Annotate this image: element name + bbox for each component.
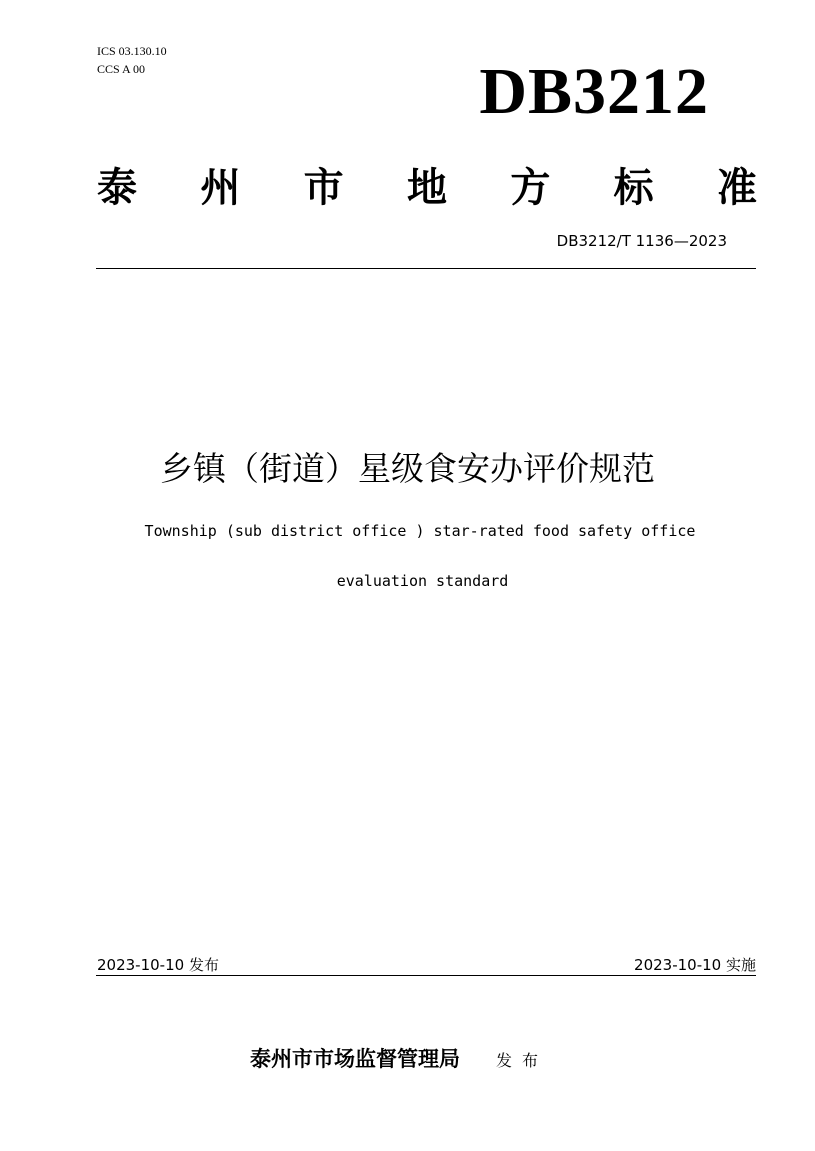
document-title-english-line2: evaluation standard (336, 572, 509, 590)
standard-type-char: 标 (613, 165, 654, 210)
standard-code: DB3212 (479, 55, 709, 128)
publish-date: 2023-10-10 发布 (97, 956, 219, 974)
standard-type-char: 地 (406, 165, 447, 210)
issuer-line (250, 1044, 548, 1076)
standard-number: DB3212/T 1136—2023 (556, 232, 727, 250)
header-divider (96, 268, 756, 269)
ics-code: ICS 03.130.10 (97, 44, 167, 58)
implement-date: 2023-10-10 实施 (634, 956, 756, 974)
footer-divider (96, 975, 756, 976)
issue-label: 发布 (496, 1051, 549, 1070)
standard-type-char: 泰 (97, 165, 137, 210)
ccs-code: CCS A 00 (97, 62, 146, 76)
document-title-chinese: 乡镇（街道）星级食安办评价规范 (160, 449, 655, 488)
issuing-authority: 泰州市市场监督管理局 (250, 1047, 460, 1071)
standard-type-char: 市 (303, 165, 344, 210)
standard-type-char: 州 (200, 165, 241, 210)
standard-type-char: 准 (716, 165, 757, 210)
standard-type-title (97, 160, 757, 216)
standard-type-char: 方 (510, 165, 551, 210)
classification-codes (97, 42, 167, 78)
document-title-english-line1: Township (sub district office ) star-rated food safety office (144, 522, 696, 540)
